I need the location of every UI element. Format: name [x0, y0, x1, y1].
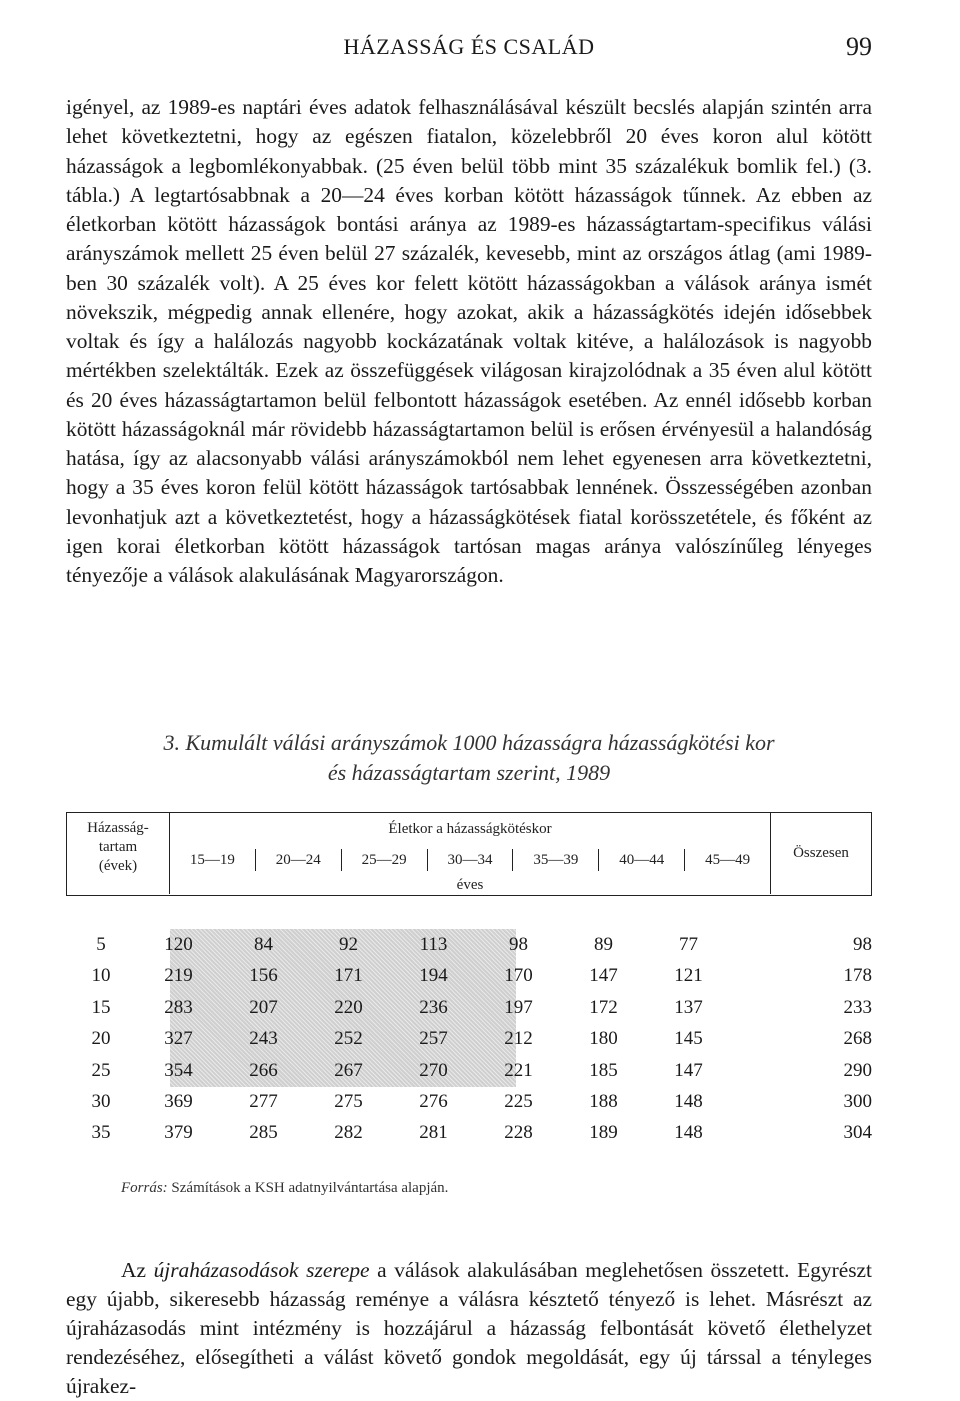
table-caption — [66, 728, 872, 788]
value-cell: 327 — [164, 1028, 193, 1050]
duration-cell: 5 — [96, 934, 106, 955]
value-cell: 267 — [334, 1059, 363, 1081]
running-header — [66, 30, 872, 66]
duration-cell: 35 — [91, 1122, 111, 1144]
duration-cell: 10 — [91, 965, 111, 987]
value-cell: 207 — [249, 996, 278, 1018]
caption-line-1: 3. Kumulált válási arányszámok 1000 házasságra házasságkötési kor — [163, 730, 775, 755]
value-cell: 89 — [594, 934, 613, 955]
age-group-header: 45—49 — [705, 852, 751, 868]
total-cell: 300 — [843, 1090, 872, 1112]
value-cell: 147 — [674, 1059, 703, 1081]
age-group-headers — [170, 849, 770, 871]
value-cell: 172 — [589, 996, 618, 1018]
page-number: 99 — [846, 32, 872, 61]
value-cell: 113 — [419, 934, 448, 955]
age-group-header: 20—24 — [256, 849, 342, 871]
value-cell: 120 — [164, 934, 193, 955]
table-row — [66, 929, 872, 960]
value-cell: 285 — [249, 1122, 278, 1144]
value-cell: 354 — [164, 1059, 193, 1081]
value-cell: 156 — [249, 965, 278, 987]
age-group-header: 40—44 — [599, 849, 685, 871]
table-row — [66, 1023, 872, 1054]
value-cell: 194 — [419, 965, 448, 987]
duration-cell: 20 — [91, 1028, 111, 1050]
age-group-header: 30—34 — [428, 849, 514, 871]
duration-cell: 30 — [91, 1090, 111, 1112]
value-cell: 185 — [589, 1059, 618, 1081]
running-title: HÁZASSÁG ÉS CSALÁD — [343, 34, 595, 59]
value-cell: 121 — [674, 965, 703, 987]
value-cell: 257 — [419, 1028, 448, 1050]
value-cell: 147 — [589, 965, 618, 987]
table-row — [66, 992, 872, 1023]
age-group-header: 25—29 — [342, 849, 428, 871]
table-body — [66, 929, 872, 1149]
source-text: Számítások a KSH adatnyilvántartása alapján. — [167, 1180, 449, 1196]
age-header: Életkor a házasságkötéskor — [388, 821, 552, 837]
value-cell: 252 — [334, 1028, 363, 1050]
value-cell: 221 — [504, 1059, 533, 1081]
value-cell: 277 — [249, 1090, 278, 1112]
value-cell: 282 — [334, 1122, 363, 1144]
total-header: Összesen — [770, 813, 871, 894]
value-cell: 275 — [334, 1090, 363, 1112]
value-cell: 137 — [674, 996, 703, 1018]
table-source — [121, 1180, 448, 1197]
table-row — [66, 960, 872, 991]
value-cell: 220 — [334, 996, 363, 1018]
total-cell: 98 — [853, 934, 872, 955]
duration-cell: 25 — [91, 1059, 111, 1081]
age-group-header: 35—39 — [513, 849, 599, 871]
value-cell: 77 — [679, 934, 698, 955]
body-paragraph-1: igényel, az 1989-es naptári éves adatok felhasználásával készült becslés alapján szintén arra lehet következtetni, hogy az egészen fiatalon, közelebbről 20 éves koron alul kötött házasságok a legbomlékonyabbak. (25 éven belül több mint 35 százalékuk bomlik fel.) (3. tábla.) A legtartósabbnak a 20—24 éves korban kötött házasságok tűnnek. Az ebben az életkorban kötött házasságok bontási aránya az 1989-es házasságtartam-specifikus válási arányszámok mellett 25 éven belül 27 százalék, kevesebb, mint az országos átlag (ami 1989-ben 30 százalék volt). A 25 éves kor felett kötött házasságokban a válások aránya ismét növekszik, mégpedig annak ellenére, hogy azokat, akik a házasságkötés idején idősebbek voltak és így a halálozás nagyobb kockázatának voltak kitéve, a halálozások is nagyobb mértékben szelektálták. Ezek az összefüggések világosan kirajzolódnak a 35 éven alul kötött és 20 éves házasságtartamon belül felbontott házasságok esetében. Az ennél idősebb korban kötött házasságoknál már rövidebb házasságtartamon belül is erősen érvényesül a halandóság hatása, így az alacsonyabb válási arányszámokból nem lehet egyenesen arra következtetni, hogy a 35 éves koron felül kötött házasságok tartósabbak lennének. Összességében azonban levonhatjuk azt a következtetést, hogy a házasságkötések fiatal korösszetétele, és főként az igen korai életkorban kötött házasságok tartósan magas aránya valószínűleg lényeges tényezője a válások alakulásának Magyarországon. — [66, 95, 872, 587]
emphasis: újraházasodások szerepe — [153, 1258, 370, 1282]
table-row — [66, 1117, 872, 1148]
value-cell: 369 — [164, 1090, 193, 1112]
value-cell: 171 — [334, 965, 363, 987]
source-label: Forrás: — [121, 1180, 168, 1196]
value-cell: 148 — [674, 1122, 703, 1144]
value-cell: 270 — [419, 1059, 448, 1081]
value-cell: 148 — [674, 1090, 703, 1112]
value-cell: 379 — [164, 1122, 193, 1144]
value-cell: 243 — [249, 1028, 278, 1050]
value-cell: 283 — [164, 996, 193, 1018]
age-unit: éves — [456, 877, 484, 893]
value-cell: 197 — [504, 996, 533, 1018]
total-cell: 290 — [843, 1059, 872, 1081]
value-cell: 228 — [504, 1122, 533, 1144]
age-group-header: 15—19 — [170, 849, 256, 871]
value-cell: 189 — [589, 1122, 618, 1144]
value-cell: 188 — [589, 1090, 618, 1112]
value-cell: 225 — [504, 1090, 533, 1112]
value-cell: 84 — [254, 934, 273, 955]
value-cell: 98 — [509, 934, 528, 955]
total-cell: 178 — [843, 965, 872, 987]
value-cell: 92 — [339, 934, 358, 955]
table-row — [66, 1086, 872, 1117]
body-paragraph-2: Az újraházasodások szerepe a válások alakulásában meglehetősen összetett. Egyrészt egy újabb, sikeresebb házasság reménye a válásra késztető tényező is lehet. Másrészt az újraházasodás mint intézmény is hozzájárul a házasság felbontását követő élethelyzet rendezéséhez, elősegítheti a válást követő gondok megoldását, egy új társsal a tényleges újrakez- — [66, 1258, 872, 1398]
value-cell: 276 — [419, 1090, 448, 1112]
total-cell: 304 — [843, 1122, 872, 1144]
caption-line-2: és házasságtartam szerint, 1989 — [327, 760, 611, 785]
total-cell: 268 — [843, 1028, 872, 1050]
table-header — [66, 812, 872, 896]
value-cell: 145 — [674, 1028, 703, 1050]
value-cell: 281 — [419, 1122, 448, 1144]
value-cell: 212 — [504, 1028, 533, 1050]
value-cell: 170 — [504, 965, 533, 987]
table-row — [66, 1055, 872, 1086]
total-cell: 233 — [843, 996, 872, 1018]
duration-cell: 15 — [91, 996, 111, 1018]
value-cell: 180 — [589, 1028, 618, 1050]
value-cell: 219 — [164, 965, 193, 987]
value-cell: 266 — [249, 1059, 278, 1081]
value-cell: 236 — [419, 996, 448, 1018]
duration-header: Házasság- tartam (évek) — [67, 813, 170, 894]
